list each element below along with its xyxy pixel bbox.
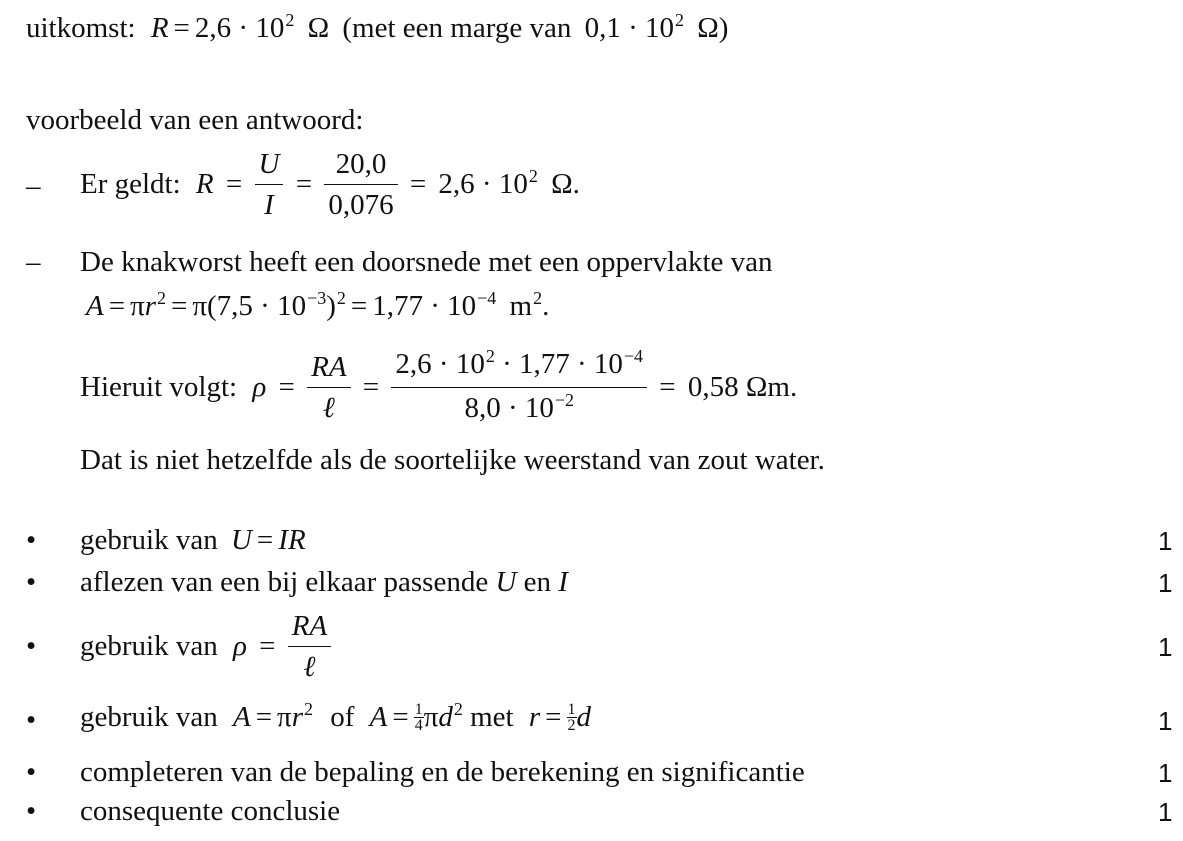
outcome-margin-text: (met een marge van bbox=[342, 12, 572, 44]
criterion-score: 1 bbox=[1158, 706, 1173, 736]
step2-frac-ra: $\frac{RA}{\text{ℓ}}$ bbox=[307, 347, 350, 428]
step1-dash: – bbox=[26, 170, 41, 202]
step2-dash: – bbox=[26, 246, 41, 278]
step1-prefix: Er geldt: bbox=[80, 168, 181, 200]
outcome-line: uitkomst: $R = 2,6 \cdot 10^2$ Ω (met een marge van $0,1 \cdot 10^2$ Ω) bbox=[26, 9, 729, 44]
step1-equation: Er geldt: R = $\frac{U}{I}$ = $\frac{20,0}{0,076}$ = $2,6 \cdot 10^2$ Ω. bbox=[80, 144, 580, 225]
criterion-score: 1 bbox=[1158, 797, 1173, 827]
step2-hieruit: Hieruit volgt: bbox=[80, 371, 238, 403]
step2-rho-result: 0,58 Ωm. bbox=[687, 371, 798, 403]
outcome-unit: Ω bbox=[307, 12, 330, 44]
step2-conclusion: Dat is niet hetzelfde als de soortelijke weerstand van zout water. bbox=[80, 444, 825, 476]
example-heading: voorbeeld van een antwoord: bbox=[26, 104, 364, 136]
outcome-label: uitkomst: bbox=[26, 12, 136, 44]
criterion-score: 1 bbox=[1158, 568, 1173, 598]
step1-result: 2,6 · 10 bbox=[438, 168, 528, 200]
outcome-value: 2,6 · 10 bbox=[194, 12, 285, 44]
step1-frac-ui: $\frac{U}{I}$ bbox=[255, 144, 284, 225]
step2-rho-equation: Hieruit volgt: ρ = $\frac{RA}{\text{ℓ}}$ = $\frac{2,6 \cdot 10^2 \cdot 1,77 \cdot 10^{-4}}{8,0 \cdot 10^{-2}}$ = 0,58 Ωm. bbox=[80, 344, 797, 431]
step2-frac-values: $\frac{2,6 \cdot 10^2 \cdot 1,77 \cdot 10^{-4}}{8,0 \cdot 10^{-2}}$ bbox=[391, 344, 647, 431]
step2-text: De knakworst heeft een doorsnede met een oppervlakte van bbox=[80, 246, 773, 278]
criterion-score: 1 bbox=[1158, 526, 1173, 556]
step1-frac-values: $\frac{20,0}{0,076}$ bbox=[324, 144, 397, 225]
criterion-score: 1 bbox=[1158, 758, 1173, 788]
step2-area-equation: $A = \pi r^2 = \pi(7,5 \cdot 10^{-3})^2 = 1,77 \cdot 10^{-4}$ $m^2$. bbox=[86, 287, 550, 322]
outcome-margin-unit: Ω) bbox=[697, 12, 729, 44]
criterion-score: 1 bbox=[1158, 632, 1173, 662]
outcome-margin-value: 0,1 · 10 bbox=[584, 12, 674, 44]
outcome-var: R bbox=[150, 12, 169, 44]
